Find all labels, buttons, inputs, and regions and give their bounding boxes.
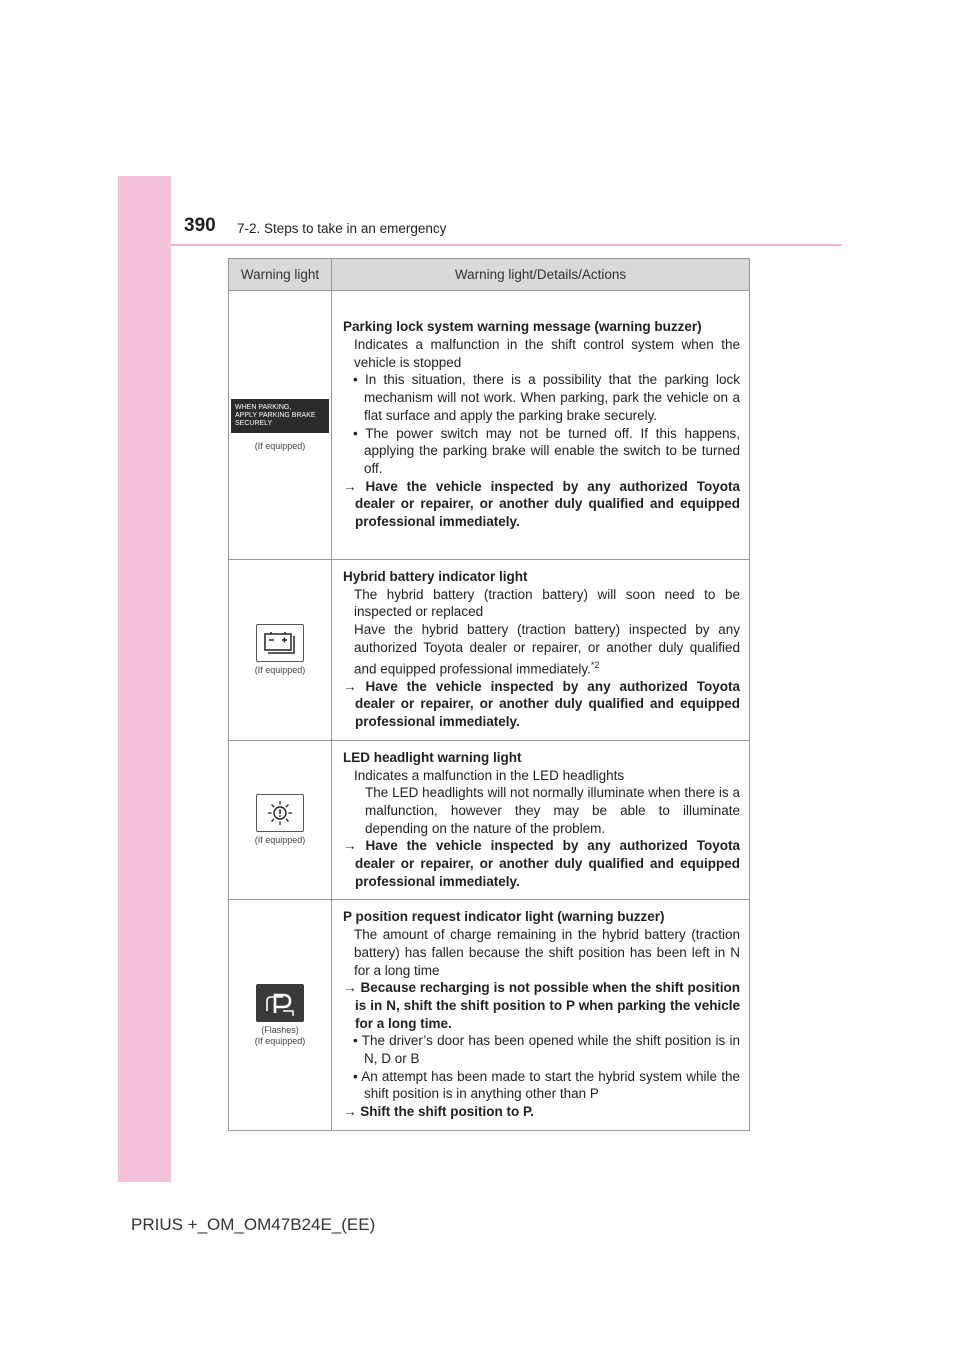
section-title: 7-2. Steps to take in an emergency bbox=[237, 221, 447, 236]
entry-action: → Because recharging is not possible when the shift position is in N, shift the shift position to P when parking the vehicle for a long time. bbox=[343, 980, 740, 1031]
icon-caption: (If equipped) bbox=[254, 440, 306, 451]
entry-intro: Indicates a malfunction in the LED headlights bbox=[354, 767, 625, 783]
icon-caption: (Flashes) bbox=[261, 1024, 299, 1035]
entry-action: → Have the vehicle inspected by any authorized Toyota dealer or repairer, or another duly qualified and equipped professional immediately. bbox=[343, 478, 740, 530]
table-row bbox=[229, 740, 750, 900]
entry-action: → Have the vehicle inspected by any authorized Toyota dealer or repairer, or another duly qualified and equipped professional immediately. bbox=[343, 838, 740, 889]
hybrid-battery-icon bbox=[256, 624, 304, 662]
warning-light-table bbox=[228, 258, 750, 1131]
entry-detail: The LED headlights will not normally illuminate when there is a malfunction, however they may be able to illuminate depending on the nature of the problem. bbox=[365, 785, 740, 836]
icon-caption: (If equipped) bbox=[254, 1035, 306, 1046]
icon-caption: (If equipped) bbox=[254, 835, 306, 846]
entry-intro: Indicates a malfunction in the shift control system when the vehicle is stopped bbox=[354, 336, 740, 370]
page-side-tab bbox=[118, 176, 171, 1182]
icon-text-line: SECURELY bbox=[235, 419, 273, 427]
table-row bbox=[229, 900, 750, 1130]
icon-cell bbox=[229, 740, 332, 900]
entry-detail bbox=[343, 621, 740, 678]
details-cell bbox=[332, 900, 750, 1130]
column-header-warning-light: Warning light bbox=[229, 259, 332, 291]
icon-cell bbox=[229, 560, 332, 741]
icon-cell bbox=[229, 900, 332, 1130]
entry-action: → Have the vehicle inspected by any authorized Toyota dealer or repairer, or another duly qualified and equipped professional immediately. bbox=[343, 678, 740, 730]
page-number: 390 bbox=[184, 215, 216, 236]
entry-title: Parking lock system warning message (warning buzzer) bbox=[343, 319, 702, 335]
table-row bbox=[229, 291, 750, 560]
document-id-footer: PRIUS +_OM_OM47B24E_(EE) bbox=[131, 1215, 376, 1234]
entry-bullet: • In this situation, there is a possibility that the parking lock mechanism will not work. When parking, park the vehicle on a flat surface and apply the parking brake securely. bbox=[353, 372, 740, 423]
entry-title: P position request indicator light (warning buzzer) bbox=[343, 909, 665, 925]
entry-title: LED headlight warning light bbox=[343, 749, 522, 765]
entry-action: → Shift the shift position to P. bbox=[343, 1104, 534, 1120]
footnote-mark: *2 bbox=[590, 659, 600, 670]
icon-text-line: APPLY PARKING BRAKE bbox=[235, 411, 316, 419]
entry-bullet: • The driver’s door has been opened while the shift position is in N, D or B bbox=[353, 1033, 740, 1067]
icon-cell bbox=[229, 291, 332, 560]
p-position-request-icon bbox=[256, 984, 304, 1022]
icon-caption: (If equipped) bbox=[254, 664, 306, 675]
entry-title: Hybrid battery indicator light bbox=[343, 569, 528, 584]
details-cell bbox=[332, 740, 750, 900]
entry-intro: The hybrid battery (traction battery) will soon need to be inspected or replaced bbox=[354, 586, 740, 620]
detail-text: Have the hybrid battery (traction battery) inspected by any authorized Toyota dealer or repairer, or another duly qualified and equipped professional immediately. bbox=[354, 622, 740, 677]
header-divider bbox=[171, 244, 842, 246]
entry-bullet: • An attempt has been made to start the hybrid system while the shift position is in anything other than P bbox=[353, 1068, 740, 1102]
led-headlight-warning-icon bbox=[256, 794, 304, 832]
entry-bullet: • The power switch may not be turned off. If this happens, applying the parking brake will enable the switch to be turned off. bbox=[353, 425, 740, 476]
entry-intro: The amount of charge remaining in the hybrid battery (traction battery) has fallen because the shift position has been left in N for a long time bbox=[354, 927, 740, 978]
icon-text-line: WHEN PARKING, bbox=[235, 403, 292, 411]
table-row bbox=[229, 560, 750, 741]
table-header-row bbox=[229, 259, 750, 291]
details-cell bbox=[332, 560, 750, 741]
parking-lock-message-icon bbox=[231, 399, 329, 433]
details-cell bbox=[332, 291, 750, 560]
column-header-details: Warning light/Details/Actions bbox=[332, 259, 750, 291]
